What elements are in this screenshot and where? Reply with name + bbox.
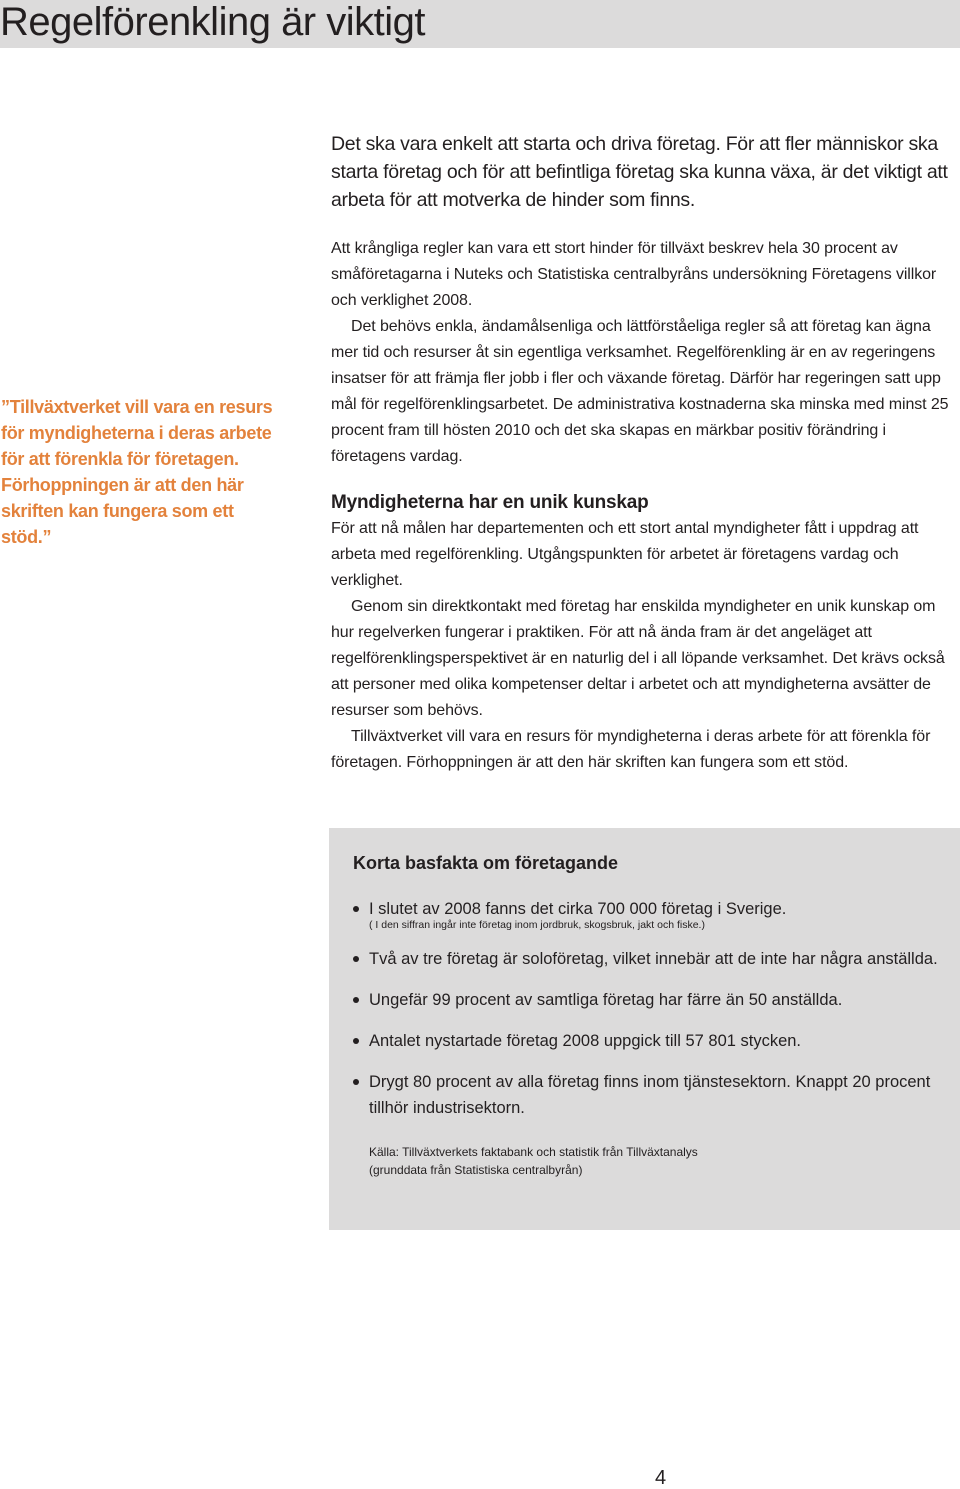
body-paragraph-5: Tillväxtverket vill vara en resurs för myndigheterna i deras arbete för att förenkla för företagen. Förhoppningen är att den här skriften kan fungera som ett stöd. <box>331 728 931 771</box>
fact-item <box>353 946 940 972</box>
fact-item <box>353 987 940 1013</box>
source-line-1: Källa: Tillväxtverkets faktabank och statistik från Tillväxtanalys <box>369 1145 698 1159</box>
fact-item <box>353 1028 940 1054</box>
lead-paragraph: Det ska vara enkelt att starta och driva företag. För att fler människor ska starta företag och för att befintliga företag ska kunna växa, är det viktigt att arbeta för att motverka de hinder som finns. <box>331 133 948 211</box>
body-paragraph-4: Genom sin direktkontakt med företag har enskilda myndigheter en unik kunskap om hur regelverken fungerar i praktiken. För att nå ända fram är det angeläget att regelförenklingsperspektivet är en naturlig del i all löpande verksamhet. Det krävs också att personer med olika kompetenser deltar i arbetet och att myndigheterna avsätter de resurser som behövs. <box>331 598 945 719</box>
fact-text: Antalet nystartade företag 2008 uppgick till 57 801 stycken. <box>369 1032 802 1050</box>
pull-quote: ”Tillväxtverket vill vara en resurs för myndigheterna i deras arbete för att förenkla för företagen. Förhoppningen är att den här skriften kan fungera som ett stöd.” <box>1 397 273 547</box>
fact-text: Två av tre företag är soloföretag, vilket innebär att de inte har några anställda. <box>369 950 938 968</box>
facts-list <box>353 896 940 1121</box>
body-paragraph-1: Att krångliga regler kan vara ett stort hinder för tillväxt beskrev hela 30 procent av småföretagarna i Nuteks och Statistiska centralbyråns undersökning Företagens villkor och verklighet 2008. <box>331 240 937 309</box>
body-paragraph-3: För att nå målen har departementen och ett stort antal myndigheter fått i uppdrag att arbeta med regelförenkling. Utgångspunkten för arbetet är företagens vardag och verklighet. <box>331 520 919 589</box>
bullet-icon <box>353 906 359 912</box>
fact-note: ( I den siffran ingår inte företag inom jordbruk, skogsbruk, jakt och fiske.) <box>369 919 705 931</box>
fact-text: Ungefär 99 procent av samtliga företag har färre än 50 anställda. <box>369 991 843 1009</box>
bullet-icon <box>353 1079 359 1085</box>
bullet-icon <box>353 956 359 962</box>
facts-box <box>329 828 960 1230</box>
fact-text: I slutet av 2008 fanns det cirka 700 000 företag i Sverige. <box>369 900 787 918</box>
body-text <box>331 236 951 776</box>
fact-item <box>353 1069 940 1121</box>
section-heading: Myndigheterna har en unik kunskap <box>331 492 649 513</box>
page-title: Regelförenkling är viktigt <box>0 0 960 48</box>
bullet-icon <box>353 1038 359 1044</box>
body-paragraph-2: Det behövs enkla, ändamålsenliga och lättförståeliga regler så att företag kan ägna mer tid och resurser åt sin egentliga verksamhet. Regelförenkling är en av regeringens insatser för att främja fler jobb i fler och växande företag. Därför har regeringen satt upp mål för regelförenklingsarbetet. De administrativa kostnaderna ska minska med minst 25 procent fram till hösten 2010 och det ska skapas en märkbar positiv förändring i företagens vardag. <box>331 318 949 465</box>
source-line-2: (grunddata från Statistiska centralbyrån) <box>369 1163 583 1177</box>
bullet-icon <box>353 997 359 1003</box>
facts-source <box>353 1143 940 1179</box>
page-number: 4 <box>655 1467 667 1489</box>
fact-item <box>353 896 940 931</box>
fact-text: Drygt 80 procent av alla företag finns inom tjänstesektorn. Knappt 20 procent tillhör industrisektorn. <box>369 1073 931 1117</box>
facts-title: Korta basfakta om företagande <box>353 853 619 873</box>
